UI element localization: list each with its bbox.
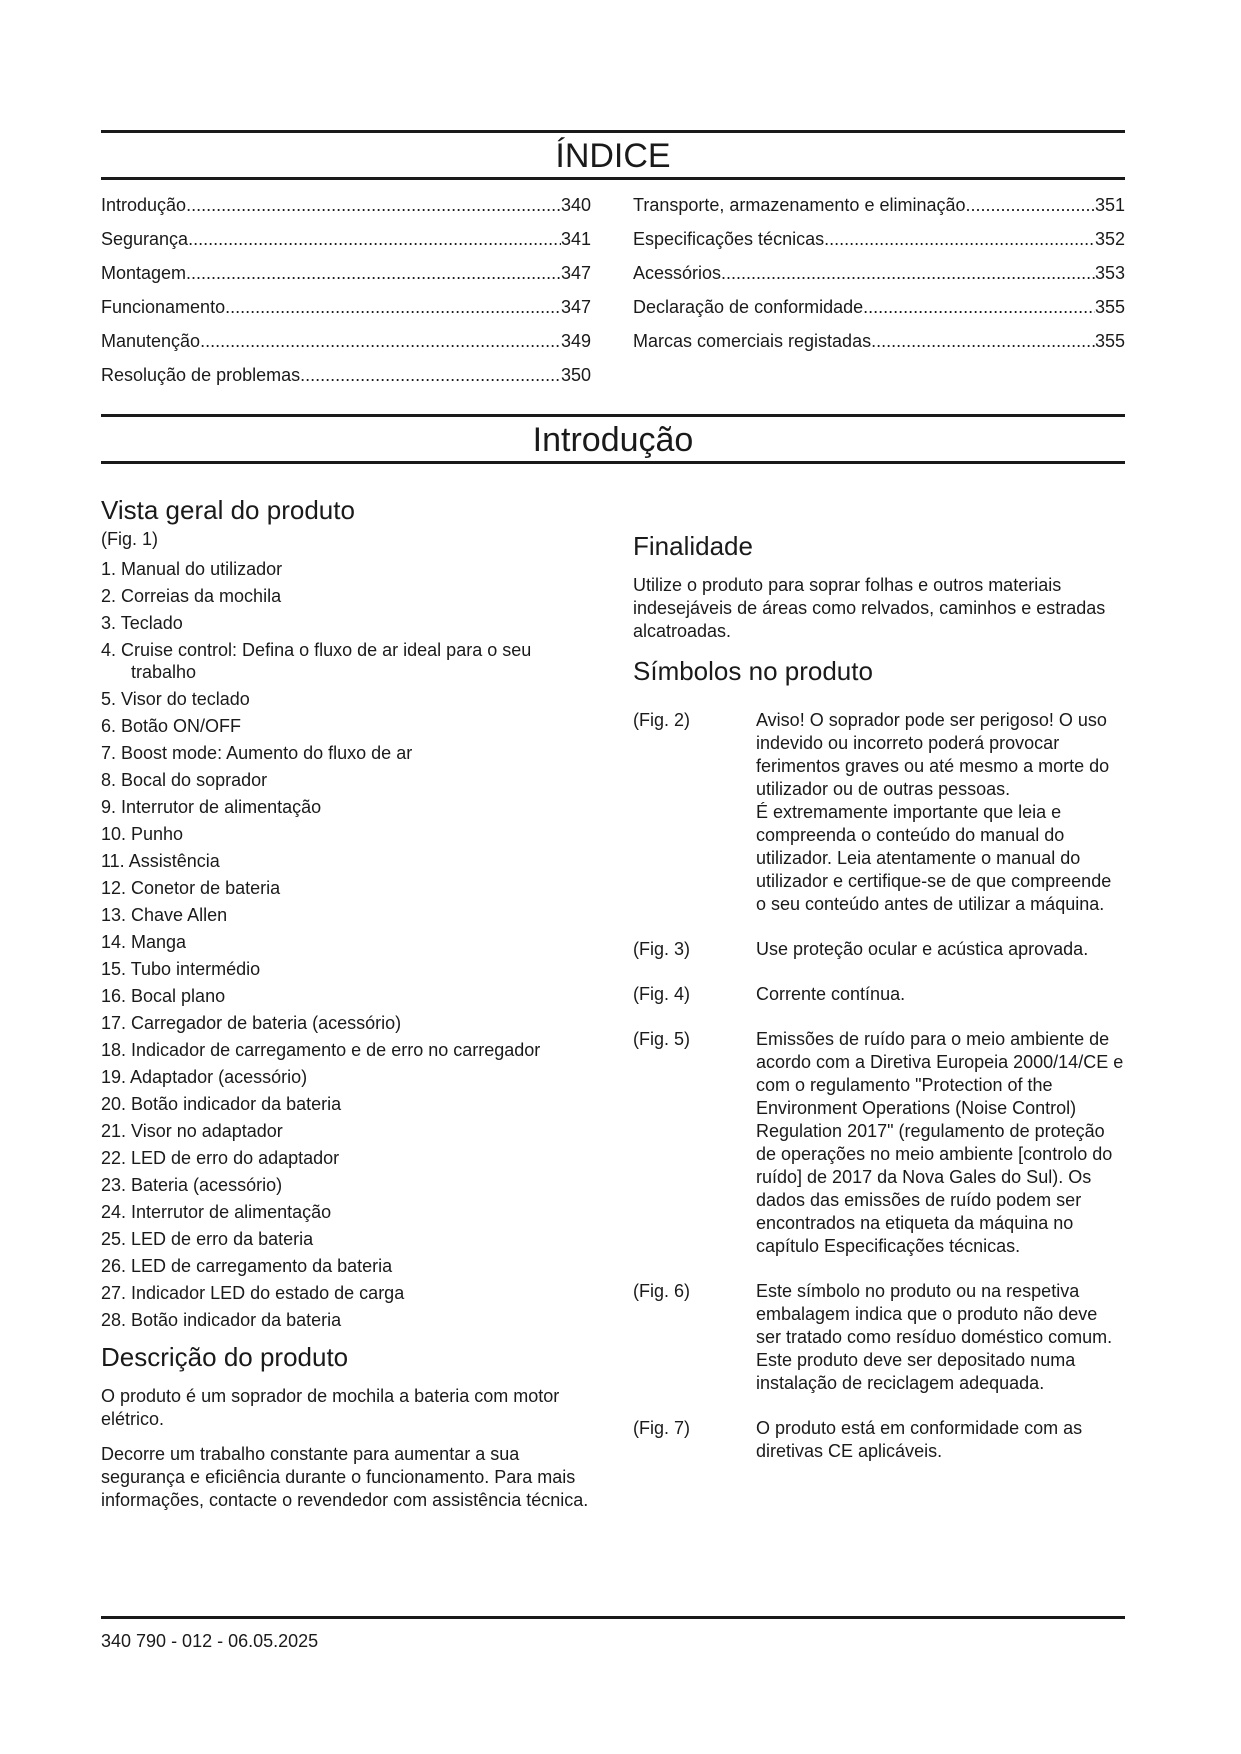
toc-entry[interactable]: [101, 222, 591, 256]
symbol-fig-ref: (Fig. 7): [633, 1418, 691, 1438]
list-item: 17. Carregador de bateria (acessório): [101, 1013, 402, 1033]
toc-entry-page: 352: [1094, 229, 1125, 249]
symbol-row: [633, 709, 1125, 916]
toc-entry-page: 347: [560, 297, 591, 317]
toc-entry-page: 349: [560, 331, 591, 351]
symbol-row: [633, 1417, 1125, 1463]
list-item: 26. LED de carregamento da bateria: [101, 1256, 393, 1276]
list-item: 11. Assistência: [101, 851, 220, 871]
toc-entry-label: Transporte, armazenamento e eliminação: [633, 195, 966, 215]
toc-entry[interactable]: [101, 324, 591, 358]
symbol-fig-ref: (Fig. 6): [633, 1281, 691, 1301]
symbol-description: O produto está em conformidade com as diretivas CE aplicáveis.: [756, 1418, 1083, 1461]
toc-entry-page: 351: [1094, 195, 1125, 215]
toc-entry-label: Marcas comerciais registadas: [633, 331, 872, 351]
list-item: 23. Bateria (acessório): [101, 1175, 283, 1195]
toc-title: ÍNDICE: [555, 137, 671, 175]
symbol-row: [633, 938, 1125, 961]
toc-entry[interactable]: [633, 188, 1125, 222]
toc-entry-label: Acessórios: [633, 263, 722, 283]
toc-left-column: [101, 188, 591, 392]
list-item: 20. Botão indicador da bateria: [101, 1094, 342, 1114]
symbol-row: [633, 1280, 1125, 1395]
list-item: 14. Manga: [101, 932, 187, 952]
toc-entry-page: 350: [560, 365, 591, 385]
symbol-row: [633, 1028, 1125, 1258]
divider: [101, 1616, 1125, 1619]
right-column: [633, 494, 1125, 1524]
table-of-contents: [101, 188, 1125, 392]
toc-entry[interactable]: [101, 256, 591, 290]
list-item: 3. Teclado: [101, 613, 183, 633]
list-item: 25. LED de erro da bateria: [101, 1229, 314, 1249]
list-item: 13. Chave Allen: [101, 905, 228, 925]
symbol-description: Emissões de ruído para o meio ambiente de acordo com a Diretiva Europeia 2000/14/CE e com o regulamento "Protection of the Environment Operations (Noise Control) Regulation 2017" (regulamento de proteção de operações no meio ambiente [controlo do ruído] de 2017 da Nova Gales do Sul). Os dados das emissões de ruído podem ser encontrados na etiqueta da máquina no capítulo Especificações técnicas.: [756, 1029, 1124, 1256]
toc-entry-page: 355: [1094, 331, 1125, 351]
list-item: 4. Cruise control: Defina o fluxo de ar ideal para o seu trabalho: [101, 640, 532, 682]
divider: [101, 414, 1125, 417]
list-item: 21. Visor no adaptador: [101, 1121, 283, 1141]
symbol-description: É extremamente importante que leia e compreenda o conteúdo do manual do utilizador. Leia atentamente o manual do utilizador e certifique-se de que compreende o seu conteúdo antes de utilizar a máquina.: [756, 802, 1112, 914]
symbol-description: Use proteção ocular e acústica aprovada.: [756, 939, 1089, 959]
list-item: 27. Indicador LED do estado de carga: [101, 1283, 405, 1303]
symbols-heading: Símbolos no produto: [633, 656, 873, 686]
toc-entry-label: Montagem: [101, 263, 187, 283]
overview-fig-ref: (Fig. 1): [101, 529, 159, 549]
document-code: 340 790 - 012 - 06.05.2025: [101, 1631, 319, 1651]
toc-right-column: [633, 188, 1125, 392]
symbol-row: [633, 983, 1125, 1006]
toc-entry-page: 347: [560, 263, 591, 283]
toc-entry[interactable]: [633, 256, 1125, 290]
page-content: [101, 130, 1125, 1524]
list-item: 5. Visor do teclado: [101, 689, 250, 709]
toc-entry-page: 355: [1094, 297, 1125, 317]
symbol-fig-ref: (Fig. 4): [633, 984, 691, 1004]
divider: [101, 177, 1125, 180]
list-item: 24. Interrutor de alimentação: [101, 1202, 332, 1222]
left-column: [101, 494, 591, 1524]
toc-entry-label: Segurança: [101, 229, 189, 249]
toc-entry-label: Introdução: [101, 195, 187, 215]
toc-entry[interactable]: [101, 188, 591, 222]
description-heading: Descrição do produto: [101, 1342, 349, 1372]
list-item: 12. Conetor de bateria: [101, 878, 281, 898]
toc-entry-label: Resolução de problemas: [101, 365, 301, 385]
list-item: 6. Botão ON/OFF: [101, 716, 242, 736]
list-item: 9. Interrutor de alimentação: [101, 797, 322, 817]
list-item: 28. Botão indicador da bateria: [101, 1310, 342, 1330]
list-item: 1. Manual do utilizador: [101, 559, 283, 579]
toc-entry[interactable]: [633, 222, 1125, 256]
toc-entry-label: Declaração de conformidade: [633, 297, 864, 317]
divider: [101, 130, 1125, 133]
toc-entry-page: 341: [560, 229, 591, 249]
toc-entry-label: Funcionamento: [101, 297, 226, 317]
symbol-fig-ref: (Fig. 3): [633, 939, 691, 959]
toc-entry-page: 353: [1094, 263, 1125, 283]
purpose-paragraph: Utilize o produto para soprar folhas e outros materiais indesejáveis de áreas como relvados, caminhos e estradas alcatroadas.: [633, 575, 1106, 641]
toc-entry-label: Especificações técnicas: [633, 229, 825, 249]
overview-heading: Vista geral do produto: [101, 495, 355, 525]
intro-title: Introdução: [532, 421, 694, 459]
list-item: 10. Punho: [101, 824, 184, 844]
list-item: 19. Adaptador (acessório): [101, 1067, 308, 1087]
description-paragraph: Decorre um trabalho constante para aumentar a sua segurança e eficiência durante o funcionamento. Para mais informações, contacte o revendedor com assistência técnica.: [101, 1444, 589, 1510]
toc-entry[interactable]: [633, 324, 1125, 358]
symbol-description: Corrente contínua.: [756, 984, 906, 1004]
symbol-fig-ref: (Fig. 5): [633, 1029, 691, 1049]
intro-body: [101, 494, 1125, 1524]
list-item: 22. LED de erro do adaptador: [101, 1148, 340, 1168]
toc-entry-page: 340: [560, 195, 591, 215]
page-footer: [101, 1616, 1125, 1652]
symbol-fig-ref: (Fig. 2): [633, 710, 691, 730]
divider: [101, 461, 1125, 464]
toc-entry[interactable]: [633, 290, 1125, 324]
toc-entry-label: Manutenção: [101, 331, 201, 351]
description-paragraph: O produto é um soprador de mochila a bateria com motor elétrico.: [101, 1386, 560, 1429]
toc-entry[interactable]: [101, 358, 591, 392]
toc-entry[interactable]: [101, 290, 591, 324]
list-item: 18. Indicador de carregamento e de erro no carregador: [101, 1040, 541, 1060]
purpose-heading: Finalidade: [633, 531, 753, 561]
list-item: 2. Correias da mochila: [101, 586, 282, 606]
list-item: 16. Bocal plano: [101, 986, 226, 1006]
list-item: 7. Boost mode: Aumento do fluxo de ar: [101, 743, 413, 763]
list-item: 8. Bocal do soprador: [101, 770, 268, 790]
symbol-description: Aviso! O soprador pode ser perigoso! O uso indevido ou incorreto poderá provocar ferimentos graves ou até mesmo a morte do utilizador ou de outras pessoas.: [756, 710, 1110, 799]
list-item: 15. Tubo intermédio: [101, 959, 261, 979]
symbol-description: Este símbolo no produto ou na respetiva embalagem indica que o produto não deve ser tratado como resíduo doméstico comum. Este produto deve ser depositado numa instalação de reciclagem adequada.: [756, 1281, 1113, 1393]
